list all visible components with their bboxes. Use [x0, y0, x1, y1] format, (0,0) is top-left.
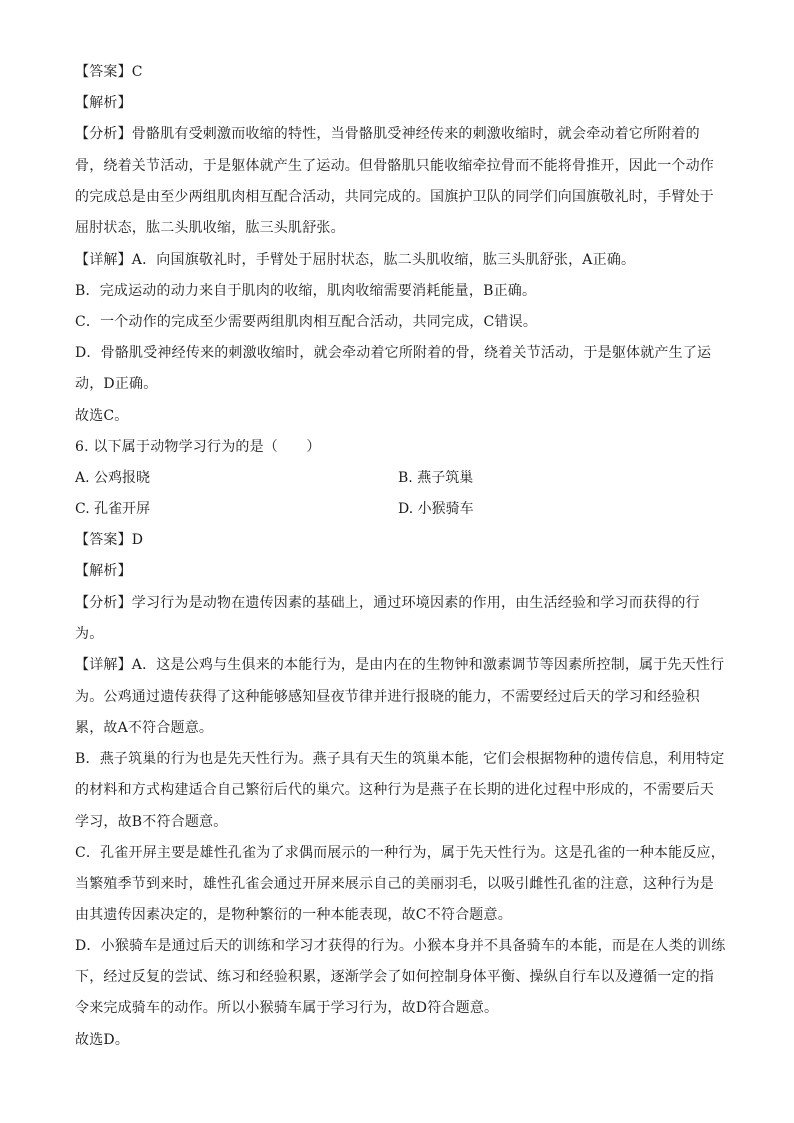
detail-line: B．完成运动的动力来自于肌肉的收缩，肌肉收缩需要消耗能量，B正确。 [75, 283, 537, 299]
analysis-paragraph-line: 为。 [75, 626, 104, 642]
answer-line: 【答案】C [75, 64, 143, 80]
detail-line: 由其遗传因素决定的，是物种繁衍的一种本能表现，故C不符合题意。 [75, 907, 512, 923]
analysis-paragraph-line: 【分析】骨骼肌有受刺激而收缩的特性，当骨骼肌受神经传来的刺激收缩时，就会牵动着它所附着的 [75, 126, 700, 142]
detail-line: 下，经过反复的尝试、练习和经验积累，逐渐学会了如何控制身体平衡、操纵自行车以及遵循一定的指 [75, 969, 714, 985]
option-c: C. 孔雀开屏 [75, 501, 151, 517]
analysis-paragraph-line: 屈肘状态，肱二头肌收缩，肱三头肌舒张。 [75, 220, 345, 236]
conclusion-line: 故选C。 [75, 408, 129, 424]
detail-line: C．一个动作的完成至少需要两组肌肉相互配合活动，共同完成，C错误。 [75, 314, 538, 330]
detail-line: B．燕子筑巢的行为也是先天性行为。燕子具有天生的筑巢本能，它们会根据物种的遗传信息，利用特定 [75, 751, 725, 767]
detail-line: 动，D正确。 [75, 376, 158, 392]
detail-line: 累，故A不符合题意。 [75, 720, 214, 736]
detail-line: D．小猴骑车是通过后天的训练和学习才获得的行为。小猴本身并不具备骑车的本能，而是在人类的训练 [75, 938, 726, 954]
detail-line: C．孔雀开屏主要是雄性孔雀为了求偶而展示的一种行为，属于先天性行为。这是孔雀的一种本能反应， [75, 845, 725, 861]
detail-line: 【详解】A．这是公鸡与生俱来的本能行为，是由内在的生物钟和激素调节等因素所控制，属于先天性行 [75, 657, 725, 673]
analysis-heading: 【解析】 [75, 95, 132, 111]
answer-line: 【答案】D [75, 532, 144, 548]
detail-line: 【详解】A．向国旗敬礼时，手臂处于屈肘状态，肱二头肌收缩，肱三头肌舒张，A正确。 [75, 252, 636, 268]
analysis-paragraph-line: 【分析】学习行为是动物在遗传因素的基础上，通过环境因素的作用，由生活经验和学习而获得的行 [75, 595, 700, 611]
detail-line: 学习，故B不符合题意。 [75, 814, 228, 830]
detail-line: 的材料和方式构建适合自己繁衍后代的巢穴。这种行为是燕子在长期的进化过程中形成的，不需要后天 [75, 782, 714, 798]
option-a: A. 公鸡报晓 [75, 470, 151, 486]
option-d: D. 小猴骑车 [398, 501, 474, 517]
analysis-paragraph-line: 骨，绕着关节活动，于是躯体就产生了运动。但骨骼肌只能收缩牵拉骨而不能将骨推开，因此一个动作 [75, 158, 714, 174]
detail-line: D．骨骼肌受神经传来的刺激收缩时，就会牵动着它所附着的骨，绕着关节活动，于是躯体就产生了运 [75, 345, 712, 361]
conclusion-line: 故选D。 [75, 1032, 130, 1048]
option-b: B. 燕子筑巢 [398, 470, 474, 486]
analysis-heading: 【解析】 [75, 563, 132, 579]
question-stem: 6. 以下属于动物学习行为的是（ ） [75, 439, 321, 455]
detail-line: 当繁殖季节到来时，雄性孔雀会通过开屏来展示自己的美丽羽毛，以吸引雌性孔雀的注意，这种行为是 [75, 876, 714, 892]
analysis-paragraph-line: 的完成总是由至少两组肌肉相互配合活动，共同完成的。国旗护卫队的同学们向国旗敬礼时，手臂处于 [75, 189, 714, 205]
detail-line: 令来完成骑车的动作。所以小猴骑车属于学习行为，故D符合题意。 [75, 1000, 499, 1016]
detail-line: 为。公鸡通过遗传获得了这种能够感知昼夜节律并进行报晓的能力，不需要经过后天的学习和经验积 [75, 689, 700, 705]
